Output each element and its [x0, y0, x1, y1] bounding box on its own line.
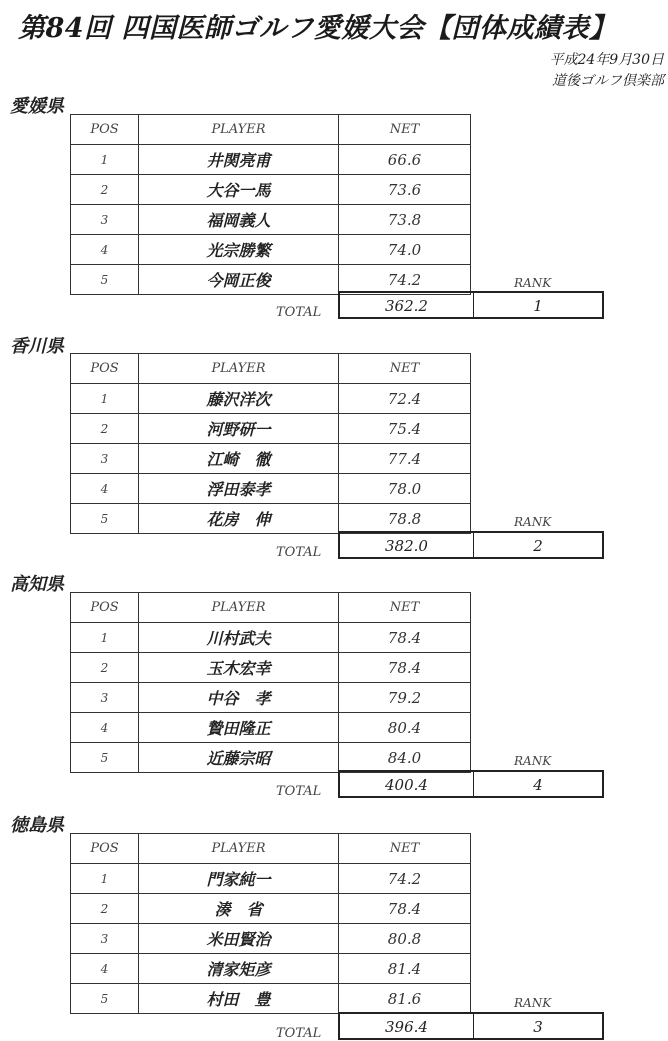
- player-header: PLAYER: [139, 354, 339, 384]
- team-region-label: 徳島県: [10, 815, 64, 836]
- player-name: 井関亮甫: [139, 145, 339, 175]
- player-name: 米田賢治: [139, 924, 339, 954]
- team-total-score: 396.4: [340, 1014, 474, 1038]
- player-name: 江崎 徹: [139, 444, 339, 474]
- pos-cell: 2: [71, 414, 139, 444]
- table-row: [71, 984, 471, 1014]
- total-rank-box: [338, 291, 604, 319]
- team-rank: 4: [533, 776, 543, 794]
- event-date: 平成24年9月30日: [549, 52, 664, 68]
- total-rank-box: [338, 531, 604, 559]
- table-row: [71, 444, 471, 474]
- table-row: [71, 265, 471, 295]
- pos-cell: 5: [71, 265, 139, 295]
- net-score: 74.0: [339, 235, 471, 265]
- player-name: 川村武夫: [139, 623, 339, 653]
- table-row: [71, 894, 471, 924]
- net-score: 80.4: [339, 713, 471, 743]
- table-row: [71, 713, 471, 743]
- player-name: 清家矩彦: [139, 954, 339, 984]
- pos-cell: 3: [71, 683, 139, 713]
- team-score-table: [70, 833, 471, 1014]
- net-score: 78.4: [339, 894, 471, 924]
- player-name: 福岡義人: [139, 205, 339, 235]
- pos-cell: 5: [71, 984, 139, 1014]
- total-label: TOTAL: [276, 545, 322, 560]
- net-score: 72.4: [339, 384, 471, 414]
- net-score: 66.6: [339, 145, 471, 175]
- table-row: [71, 474, 471, 504]
- total-rank-box: [338, 1012, 604, 1040]
- rank-label: RANK: [514, 754, 552, 768]
- pos-header: POS: [71, 115, 139, 145]
- net-score: 79.2: [339, 683, 471, 713]
- player-name: 大谷一馬: [139, 175, 339, 205]
- pos-header: POS: [71, 834, 139, 864]
- net-header: NET: [339, 354, 471, 384]
- player-name: 河野研一: [139, 414, 339, 444]
- pos-cell: 4: [71, 474, 139, 504]
- pos-header: POS: [71, 354, 139, 384]
- pos-cell: 1: [71, 864, 139, 894]
- team-region-label: 香川県: [10, 336, 64, 357]
- pos-cell: 4: [71, 235, 139, 265]
- table-header-row: [71, 834, 471, 864]
- table-row: [71, 683, 471, 713]
- player-header: PLAYER: [139, 593, 339, 623]
- table-row: [71, 414, 471, 444]
- net-header: NET: [339, 115, 471, 145]
- table-header-row: [71, 593, 471, 623]
- team-region-label: 愛媛県: [10, 96, 64, 117]
- pos-cell: 4: [71, 954, 139, 984]
- pos-cell: 2: [71, 894, 139, 924]
- table-row: [71, 235, 471, 265]
- player-name: 今岡正俊: [139, 265, 339, 295]
- net-score: 75.4: [339, 414, 471, 444]
- table-header-row: [71, 354, 471, 384]
- team-total-score: 382.0: [340, 533, 474, 557]
- net-score: 84.0: [339, 743, 471, 773]
- team-total-score: 362.2: [340, 293, 474, 317]
- team-score-table: [70, 353, 471, 534]
- rank-label: RANK: [514, 276, 552, 290]
- net-score: 78.4: [339, 653, 471, 683]
- team-region-label: 高知県: [10, 574, 64, 595]
- net-header: NET: [339, 593, 471, 623]
- table-header-row: [71, 115, 471, 145]
- pos-header: POS: [71, 593, 139, 623]
- player-name: 贄田隆正: [139, 713, 339, 743]
- pos-cell: 1: [71, 145, 139, 175]
- pos-cell: 2: [71, 175, 139, 205]
- table-row: [71, 384, 471, 414]
- total-rank-box: [338, 770, 604, 798]
- table-row: [71, 145, 471, 175]
- player-name: 中谷 孝: [139, 683, 339, 713]
- player-name: 玉木宏幸: [139, 653, 339, 683]
- table-row: [71, 924, 471, 954]
- total-label: TOTAL: [276, 305, 322, 320]
- player-name: 藤沢洋次: [139, 384, 339, 414]
- net-score: 73.6: [339, 175, 471, 205]
- net-header: NET: [339, 834, 471, 864]
- team-rank: 2: [533, 537, 543, 555]
- table-row: [71, 504, 471, 534]
- event-meta: [549, 50, 664, 92]
- table-row: [71, 175, 471, 205]
- net-score: 74.2: [339, 864, 471, 894]
- rank-label: RANK: [514, 996, 552, 1010]
- table-row: [71, 954, 471, 984]
- team-rank: 1: [533, 297, 543, 315]
- pos-cell: 5: [71, 504, 139, 534]
- net-score: 80.8: [339, 924, 471, 954]
- team-rank: 3: [533, 1018, 543, 1036]
- page-title: 第84回 四国医師ゴルフ愛媛大会【団体成績表】: [18, 13, 617, 44]
- net-score: 73.8: [339, 205, 471, 235]
- player-name: 花房 伸: [139, 504, 339, 534]
- pos-cell: 4: [71, 713, 139, 743]
- table-row: [71, 743, 471, 773]
- team-score-table: [70, 114, 471, 295]
- player-name: 浮田泰孝: [139, 474, 339, 504]
- net-score: 74.2: [339, 265, 471, 295]
- net-score: 78.0: [339, 474, 471, 504]
- table-row: [71, 653, 471, 683]
- total-label: TOTAL: [276, 1026, 322, 1041]
- total-label: TOTAL: [276, 784, 322, 799]
- pos-cell: 3: [71, 205, 139, 235]
- net-score: 81.4: [339, 954, 471, 984]
- net-score: 77.4: [339, 444, 471, 474]
- net-score: 78.8: [339, 504, 471, 534]
- table-row: [71, 623, 471, 653]
- pos-cell: 3: [71, 924, 139, 954]
- team-total-score: 400.4: [340, 772, 474, 796]
- player-header: PLAYER: [139, 834, 339, 864]
- player-name: 門家純一: [139, 864, 339, 894]
- pos-cell: 3: [71, 444, 139, 474]
- player-name: 村田 豊: [139, 984, 339, 1014]
- player-name: 光宗勝繁: [139, 235, 339, 265]
- player-header: PLAYER: [139, 115, 339, 145]
- pos-cell: 1: [71, 623, 139, 653]
- team-score-table: [70, 592, 471, 773]
- pos-cell: 2: [71, 653, 139, 683]
- player-name: 湊 省: [139, 894, 339, 924]
- pos-cell: 5: [71, 743, 139, 773]
- player-name: 近藤宗昭: [139, 743, 339, 773]
- rank-label: RANK: [514, 515, 552, 529]
- pos-cell: 1: [71, 384, 139, 414]
- net-score: 78.4: [339, 623, 471, 653]
- net-score: 81.6: [339, 984, 471, 1014]
- event-venue: 道後ゴルフ倶楽部: [552, 73, 664, 89]
- table-row: [71, 205, 471, 235]
- table-row: [71, 864, 471, 894]
